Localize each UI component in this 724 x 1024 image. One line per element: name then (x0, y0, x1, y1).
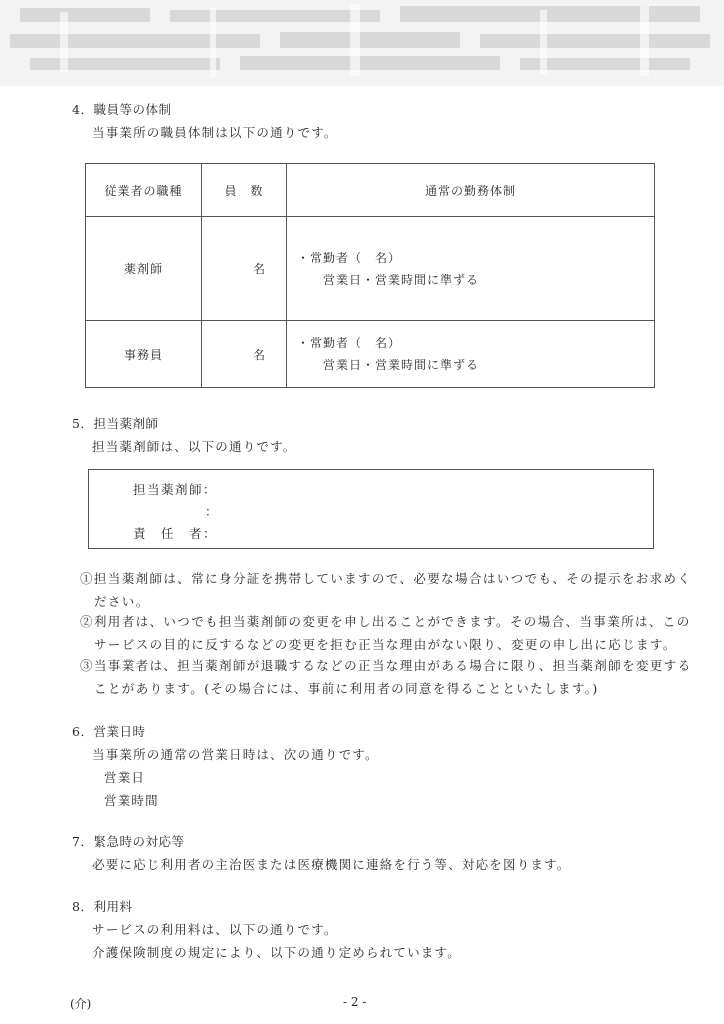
schedule-line1: ・常勤者（ 名） (297, 336, 402, 350)
section4-intro: 当事業所の職員体制は以下の通りです。 (92, 125, 338, 140)
footer-label: (介) (70, 997, 92, 1011)
section7-heading: 7．緊急時の対応等 (72, 834, 185, 849)
section7-body: 必要に応じ利用者の主治医または医療機関に連絡を行う等、対応を図ります。 (92, 857, 571, 872)
note-1-line2: ださい。 (94, 594, 150, 609)
schedule-line2: 営業日・営業時間に準ずる (323, 358, 480, 372)
staff-table-header (86, 164, 655, 217)
row-schedule (287, 321, 655, 388)
schedule-line2: 営業日・営業時間に準ずる (323, 272, 480, 287)
note-2-line1: ②利用者は、いつでも担当薬剤師の変更を申し出ることができます。その場合、当事業所は、この (80, 614, 691, 629)
note-3-line1: ③当事業者は、担当薬剤師が退職するなどの正当な理由がある場合に限り、担当薬剤師を変更する (80, 658, 692, 673)
note-3-line2: ことがあります。(その場合には、事前に利用者の同意を得ることといたします。) (94, 681, 599, 696)
pharmacist-box (88, 469, 654, 549)
table-row (86, 321, 655, 388)
section8-heading: 8．利用料 (72, 899, 133, 914)
row-count: 名 (202, 217, 287, 321)
box-line-manager: 責 任 者： (133, 526, 218, 541)
business-hours-label: 営業時間 (104, 793, 159, 808)
section8-line2: 介護保険制度の規定により、以下の通り定められています。 (92, 945, 461, 960)
box-line-pharmacist: 担当薬剤師： (133, 482, 218, 497)
staff-table (85, 163, 655, 388)
note-3 (80, 654, 692, 700)
section8-line1: サービスの利用料は、以下の通りです。 (92, 922, 338, 937)
row-role: 事務員 (86, 321, 202, 388)
row-schedule (287, 217, 655, 321)
row-count: 名 (202, 321, 287, 388)
scan-noise-band (0, 0, 724, 86)
note-2 (80, 610, 691, 656)
page-number: - 2 - (343, 995, 367, 1009)
section4-heading: 4．職員等の体制 (72, 102, 172, 117)
section5-intro: 担当薬剤師は、以下の通りです。 (92, 439, 297, 454)
header-schedule: 通常の勤務体制 (287, 164, 655, 217)
section6-intro: 当事業所の通常の営業日時は、次の通りです。 (92, 747, 379, 762)
table-row (86, 217, 655, 321)
schedule-line1: ・常勤者（ 名） (297, 250, 402, 265)
row-role: 薬剤師 (86, 217, 202, 321)
header-count: 員 数 (202, 164, 287, 217)
note-1-line1: ①担当薬剤師は、常に身分証を携帯していますので、必要な場合はいつでも、その提示をお求めく (80, 571, 692, 586)
section5-heading: 5．担当薬剤師 (72, 416, 159, 431)
note-1 (80, 567, 691, 613)
box-line-blank: ： (205, 504, 220, 519)
note-2-line2: サービスの目的に反するなどの変更を拒む正当な理由がない限り、変更の申し出に応じます。 (94, 637, 677, 652)
section6-heading: 6．営業日時 (72, 724, 146, 739)
header-role: 従業者の職種 (86, 164, 202, 217)
business-days-label: 営業日 (104, 770, 146, 785)
